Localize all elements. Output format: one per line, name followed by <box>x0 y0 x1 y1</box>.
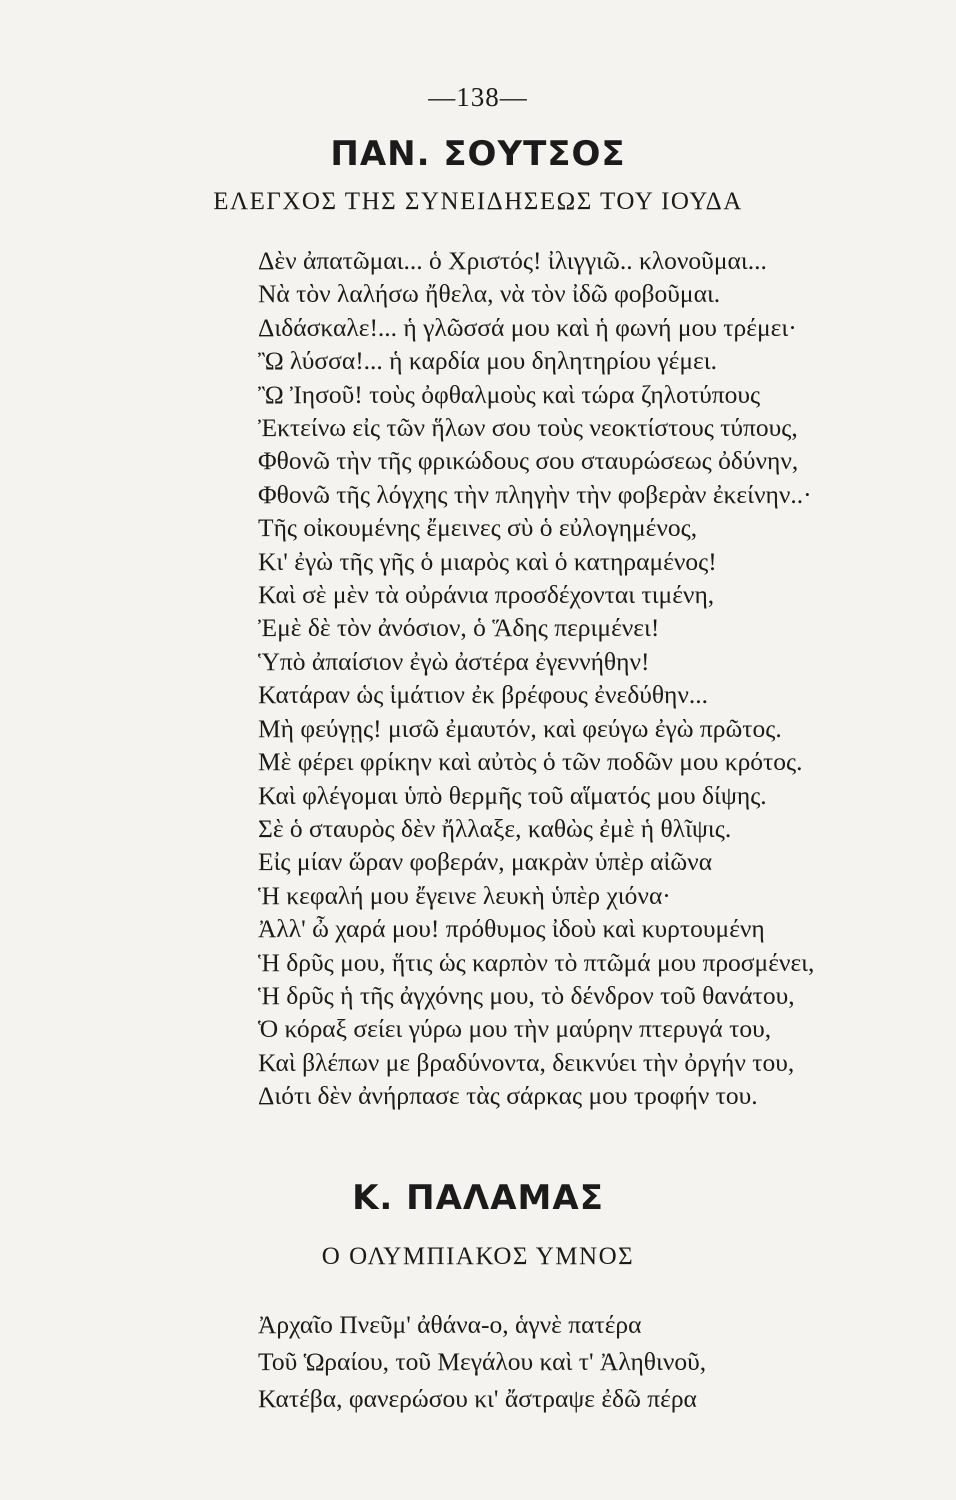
verse-line: Διδάσκαλε!... ἡ γλῶσσά μου καὶ ἡ φωνή μου τρέμει· <box>258 312 797 342</box>
verse-line: Εἰς μίαν ὥραν φοβεράν, μακρὰν ὑπὲρ αἰῶνα <box>258 847 713 877</box>
verse-line: Καὶ βλέπων με βραδύνοντα, δεικνύει τὴν ὀργήν του, <box>258 1047 795 1077</box>
verse-line: Σὲ ὁ σταυρὸς δὲν ἤλλαξε, καθὼς ἐμὲ ἡ θλῖψις. <box>258 813 732 843</box>
verse-line: Κατέβα, φανερώσου κι' ἄστραψε ἐδῶ πέρα <box>258 1384 697 1413</box>
verse-line: Μὲ φέρει φρίκην καὶ αὐτὸς ὁ τῶν ποδῶν μου κρότος. <box>258 747 803 777</box>
verse-line: Κατάραν ὡς ἱμάτιον ἐκ βρέφους ἐνεδύθην... <box>258 680 709 710</box>
verse-line: Ὢ λύσσα!... ἡ καρδία μου δηλητηρίου γέμει. <box>258 346 717 376</box>
section2-verses <box>258 1306 706 1417</box>
verse-line: Ἐμὲ δὲ τὸν ἀνόσιον, ὁ Ἅδης περιμένει! <box>258 613 660 643</box>
verse-line: Ὢ Ἰησοῦ! τοὺς ὀφθαλμοὺς καὶ τώρα ζηλοτύπους <box>258 379 761 409</box>
section1-verses <box>258 244 814 1113</box>
verse-line: Ὑπὸ ἀπαίσιον ἐγὼ ἀστέρα ἐγεννήθην! <box>258 646 650 676</box>
verse-line: Μὴ φεύγῃς! μισῶ ἐμαυτόν, καὶ φεύγω ἐγὼ πρῶτος. <box>258 713 782 743</box>
verse-line: Καὶ σὲ μὲν τὰ οὐράνια προσδέχονται τιμένη, <box>258 580 715 610</box>
verse-line: Καὶ φλέγομαι ὑπὸ θερμῆς τοῦ αἵματός μου δίψης. <box>258 780 767 810</box>
verse-line: Ἐκτείνω εἰς τῶν ἥλων σου τοὺς νεοκτίστους τύπους, <box>258 413 798 443</box>
verse-line: Ἡ δρῦς μου, ἥτις ὡς καρπὸν τὸ πτῶμά μου προσμένει, <box>258 947 815 977</box>
verse-line: Φθονῶ τῆς λόγχης τὴν πληγὴν τὴν φοβερὰν ἐκείνην..· <box>258 479 812 509</box>
verse-line: Φθονῶ τὴν τῆς φρικώδους σου σταυρώσεως ὀδύνην, <box>258 446 799 476</box>
verse-line: Διότι δὲν ἀνήρπασε τὰς σάρκας μου τροφήν του. <box>258 1081 758 1111</box>
verse-line: Τοῦ Ὡραίου, τοῦ Μεγάλου καὶ τ' Ἀληθινοῦ, <box>258 1347 707 1376</box>
verse-line: Νὰ τὸν λαλήσω ἤθελα, νὰ τὸν ἰδῶ φοβοῦμαι. <box>258 279 721 309</box>
verse-line: Ἀρχαῖο Πνεῦμ' ἀθάνα-ο, ἁγνὲ πατέρα <box>258 1310 642 1339</box>
verse-line: Ἡ δρῦς ἡ τῆς ἀγχόνης μου, τὸ δένδρον τοῦ θανάτου, <box>258 980 795 1010</box>
section2-poem-title: Ο ΟΛΥΜΠΙΑΚΟΣ ΥΜΝΟΣ <box>321 1243 635 1270</box>
verse-line: Ὁ κόραξ σείει γύρω μου τὴν μαύρην πτερυγά του, <box>258 1014 772 1044</box>
verse-line: Δὲν ἀπατῶμαι... ὁ Χριστός! ἰλιγγιῶ.. κλονοῦμαι... <box>258 246 767 275</box>
verse-line: Τῆς οἰκουμένης ἔμεινες σὺ ὁ εὐλογημένος, <box>258 513 698 543</box>
section2-author: Κ. ΠΑΛΑΜΑΣ <box>352 1178 604 1218</box>
page-number: —138— <box>428 82 528 112</box>
verse-line: Ἡ κεφαλή μου ἔγεινε λευκὴ ὑπὲρ χιόνα· <box>258 880 671 910</box>
section1-poem-title: ΕΛΕΓΧΟΣ ΤΗΣ ΣΥΝΕΙΔΗΣΕΩΣ ΤΟΥ ΙΟΥΔΑ <box>213 188 743 215</box>
verse-line: Ἀλλ' ὦ χαρά μου! πρόθυμος ἰδοὺ καὶ κυρτουμένη <box>258 914 765 944</box>
section1-author: ΠΑΝ. ΣΟΥΤΣΟΣ <box>330 134 626 174</box>
verse-line: Κι' ἐγὼ τῆς γῆς ὁ μιαρὸς καὶ ὁ κατηραμένος! <box>258 546 717 576</box>
